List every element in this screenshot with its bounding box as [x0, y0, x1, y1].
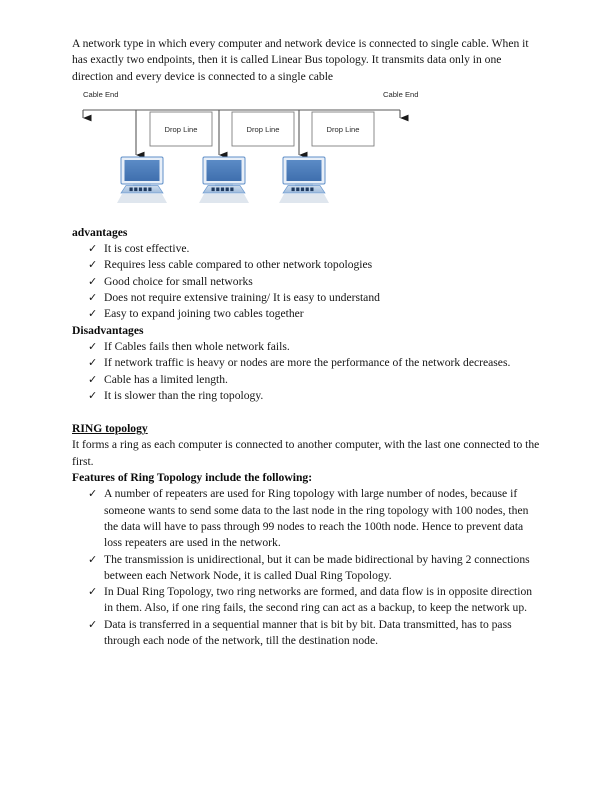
disadvantages-section — [72, 323, 540, 404]
check-icon: ✓ — [88, 388, 98, 402]
list-item-text: It is slower than the ring topology. — [104, 388, 264, 402]
list-item-text: Easy to expand joining two cables together — [104, 307, 304, 321]
check-icon: ✓ — [88, 487, 98, 501]
disadvantages-list — [72, 339, 540, 404]
list-item — [72, 388, 540, 404]
list-item-text: It is cost effective. — [104, 242, 190, 256]
list-item-text: The transmission is unidirectional, but it can be made bidirectional by having 2 connections between each Network Node, it is called Dual Ring Topology. — [104, 552, 530, 582]
check-icon: ✓ — [88, 258, 98, 272]
check-icon: ✓ — [88, 339, 98, 353]
list-item — [72, 274, 540, 290]
check-icon: ✓ — [88, 356, 98, 370]
list-item — [72, 584, 540, 617]
list-item — [72, 306, 540, 322]
ring-topology-section — [72, 419, 540, 649]
list-item — [72, 257, 540, 273]
drop-line-label-3: Drop Line — [326, 124, 360, 134]
advantages-heading: advantages — [72, 225, 128, 239]
drop-line-label-2: Drop Line — [246, 124, 280, 134]
list-item-text: Does not require extensive training/ It is easy to understand — [104, 291, 380, 305]
ring-features-list — [72, 486, 540, 649]
cable-end-right-label: Cable End — [383, 90, 419, 99]
ring-topology-heading: RING topology — [72, 422, 148, 436]
advantages-section — [72, 225, 540, 323]
list-item-text: If Cables fails then whole network fails. — [104, 339, 290, 353]
check-icon: ✓ — [88, 552, 98, 566]
list-item — [72, 552, 540, 585]
list-item — [72, 617, 540, 650]
disadvantages-heading: Disadvantages — [72, 323, 144, 337]
list-item — [72, 241, 540, 257]
list-item-text: In Dual Ring Topology, two ring networks are formed, and data flow is in opposite direction in them. Also, if one ring fails, the second ring can act as a backup, to keep the network up. — [104, 585, 533, 615]
ring-topology-heading-wrap — [72, 419, 540, 437]
check-icon: ✓ — [88, 242, 98, 256]
intro-paragraph: A network type in which every computer and network device is connected to single cable. When it has exactly two endpoints, then it is called Linear Bus topology. It transmits data only in one direction and every device is connected to a single cable — [72, 37, 529, 83]
list-item-text: Data is transferred in a sequential manner that is bit by bit. Data transmitted, has to pass through each node of the network, till the destination node. — [104, 617, 512, 648]
advantages-list — [72, 241, 540, 322]
list-item — [72, 372, 540, 388]
check-icon: ✓ — [88, 274, 98, 288]
check-icon: ✓ — [88, 372, 98, 386]
check-icon: ✓ — [88, 617, 98, 631]
list-item-text: Good choice for small networks — [104, 274, 253, 288]
document-content — [72, 36, 540, 649]
cable-end-left-label: Cable End — [83, 90, 119, 99]
linear-bus-topology-diagram — [72, 91, 540, 219]
check-icon: ✓ — [88, 291, 98, 305]
ring-topology-description: It forms a ring as each computer is connected to another computer, with the last one connected to the first. — [72, 438, 540, 468]
list-item-text: Cable has a limited length. — [104, 372, 228, 386]
check-icon: ✓ — [88, 585, 98, 599]
list-item-text: Requires less cable compared to other network topologies — [104, 258, 373, 272]
ring-features-heading: Features of Ring Topology include the following: — [72, 471, 313, 485]
list-item-text: If network traffic is heavy or nodes are more the performance of the network decreases. — [104, 356, 511, 370]
list-item — [72, 290, 540, 306]
check-icon: ✓ — [88, 307, 98, 321]
section-spacer — [72, 404, 540, 419]
list-item — [72, 355, 540, 371]
list-item — [72, 339, 540, 355]
drop-line-label-1: Drop Line — [164, 124, 198, 134]
list-item-text: A number of repeaters are used for Ring topology with large number of nodes, because if someone wants to send some data to the last node in the ring topology with 100 nodes, then the data will have to pass through 99 nodes to reach the 100th node. Hence to prevent data loss repeaters are used in the network. — [104, 487, 529, 550]
list-item — [72, 486, 540, 551]
